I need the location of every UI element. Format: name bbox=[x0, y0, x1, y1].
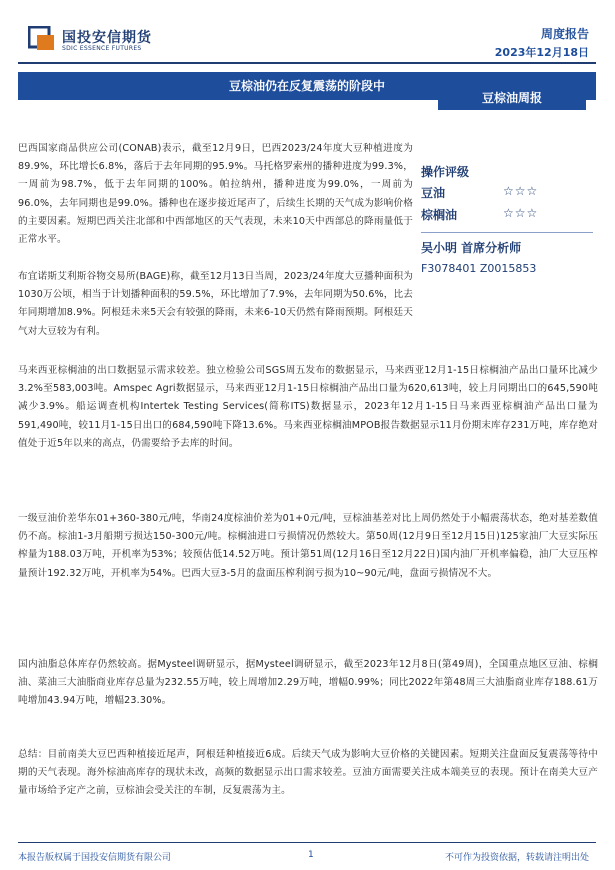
company-name: 国投安信期货 bbox=[62, 30, 152, 46]
footer-divider bbox=[18, 842, 596, 843]
analyst-name: 吴小明 首席分析师 bbox=[421, 241, 522, 255]
analyst-license: F3078401 Z0015853 bbox=[421, 262, 537, 275]
weekly-tag: 豆棕油周报 bbox=[438, 86, 586, 110]
footer-disclaimer: 不可作为投资依据，转载请注明出处 bbox=[444, 853, 589, 863]
rating-stars: ☆☆☆ bbox=[503, 206, 539, 220]
paragraph-inventory: 国内油脂总体库存仍然较高。据Mysteel调研显示，据Mysteel调研显示，截至2023年12月8日(第49周)，全国重点地区豆油、棕榈油、菜油三大油脂商业库存总量为232.55万吨，较上周增加2.29万吨，增幅0.99%；同比2022年第48周三大油脂商业库存188.61万吨增加43.94万吨，增幅23.30%。 bbox=[18, 659, 598, 707]
rating-name: 豆油 bbox=[421, 186, 446, 200]
header-divider bbox=[18, 62, 596, 64]
rating-name: 棕榈油 bbox=[421, 208, 458, 222]
report-date: 2023年12月18日 bbox=[494, 46, 589, 59]
rating-title: 操作评级 bbox=[421, 165, 470, 179]
paragraph-brazil: 巴西国家商品供应公司(CONAB)表示，截至12月9日，巴西2023/24年度大豆种植进度为89.9%，环比增长6.8%，落后于去年同期的95.9%。马托格罗索州的播种进度为99.3%，一周前为98.7%，低于去年同期的100%。帕拉纳州，播种进度为99.0%，一周前为96.0%，去年同期也是99.0%。播种也在逐步接近尾声了，后续生长期的天气成为影响价格的主要因素。短期巴西关注北部和中西部地区的天气表现，未来10天中西部总的降雨量低于正常水平。 bbox=[18, 143, 413, 246]
report-title: 豆棕油仍在反复震荡的阶段中 bbox=[228, 79, 385, 93]
report-type: 周度报告 bbox=[540, 27, 589, 41]
company-name-en: SDIC ESSENCE FUTURES bbox=[62, 45, 142, 52]
rating-stars: ☆☆☆ bbox=[503, 184, 539, 198]
paragraph-argentina: 布宜诺斯艾利斯谷物交易所(BAGE)称，截至12月13日当周，2023/24年度大豆播种面积为1030万公顷，相当于计划播种面积的59.5%，环比增加了7.9%，去年同期为50.6%，比去年同期增加8.9%。阿根廷未来5天会有较强的降雨，未来6-10天仍然有降雨预期。阿根廷天气对大豆较为有利。 bbox=[18, 271, 414, 337]
paragraph-summary: 总结：目前南美大豆巴西种植接近尾声，阿根廷种植接近6成。后续天气成为影响大豆价格的关键因素。短期关注盘面反复震荡等待中期的天气表现。海外棕油高库存的现状未改，高频的数据显示出口需求较差。豆油方面需要关注成本端美豆的表现。预计在南美大豆产量市场给予定产之前，豆棕油会受关注的车制，反复震荡为主。 bbox=[18, 749, 598, 797]
paragraph-basis: 一级豆油价差华东01+360-380元/吨，华南24度棕油价差为01+0元/吨，豆棕油基差对比上周仍然处于小幅震荡状态，绝对基差数值仍不高。棕油1-3月船期亏损达150-300元/吨。棕榈油进口亏损情况仍然较大。第50周(12月9日至12月15日)125家油厂大豆实际压榨量为188.03万吨，开机率为53%；较预估低14.52万吨。预计第51周(12月16日至12月22日)国内油厂开机率偏稳，油厂大豆压榨量预计192.32万吨，开机率为54%。巴西大豆3-5月的盘面压榨利润亏损为10~90元/吨，盘面亏损情况不大。 bbox=[18, 513, 598, 579]
rating-row-soyoil bbox=[421, 184, 541, 200]
footer-copyright: 本报告版权属于国投安信期货有限公司 bbox=[18, 853, 172, 863]
rating-row-palmoil bbox=[421, 206, 541, 222]
sidebar-divider bbox=[421, 232, 593, 233]
paragraph-malaysia: 马来西亚棕榈油的出口数据显示需求较差。独立检验公司SGS周五发布的数据显示，马来西亚12月1-15日棕榈油产品出口量环比减少3.2%至583,003吨。Amspec Agri数据显示，马来西亚12月1-15日棕榈油产品出口量为620,613吨，较上月同期出口的645,590吨减少3.9%。船运调查机构Intertek Testing Services(简称ITS)数据显示，2023年12月1-15日马来西亚棕榈油产品出口量为591,490吨，较11月1-15日出口的684,590吨下降13.6%。马来西亚棕榈油MPOB报告数据显示11月份期末库存231万吨，库存绝对值处于近5年以来的高点，仍需要给予去库的时间。 bbox=[18, 365, 598, 449]
company-logo-icon bbox=[28, 26, 56, 52]
page-number: 1 bbox=[308, 850, 314, 860]
